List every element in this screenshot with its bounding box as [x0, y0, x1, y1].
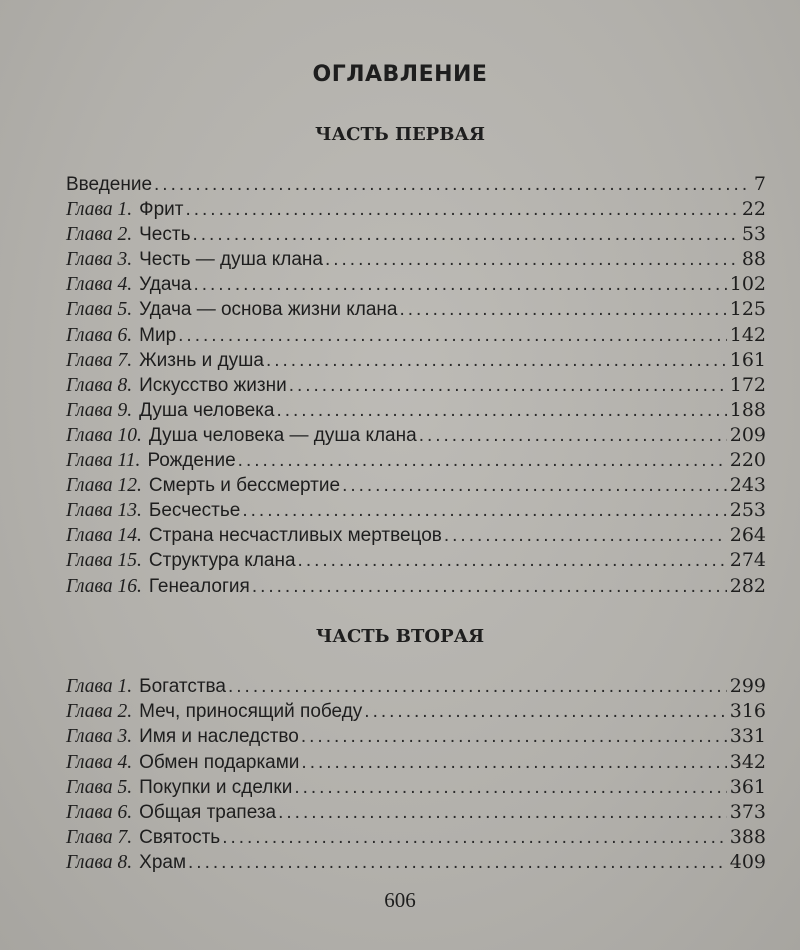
- dot-leader: [252, 574, 727, 599]
- chapter-label: Глава 5.: [66, 299, 133, 321]
- toc-entry: [66, 473, 766, 498]
- chapter-label: Глава 3.: [66, 249, 133, 271]
- page-ref: 361: [729, 775, 766, 798]
- dot-leader: [301, 750, 726, 775]
- chapter-label: Глава 6.: [66, 801, 133, 823]
- dot-leader: [294, 775, 726, 800]
- chapter-label: Глава 12.: [66, 475, 142, 497]
- page-ref: 253: [729, 499, 766, 522]
- toc-entry: [66, 423, 766, 448]
- dot-leader: [238, 448, 727, 473]
- page-ref: 102: [729, 273, 766, 296]
- part-one-toc: [66, 172, 766, 599]
- page-ref: 172: [729, 373, 766, 396]
- chapter-title: Смерть и бессмертие: [148, 475, 341, 497]
- page-ref: 316: [729, 700, 766, 723]
- toc-entry: [66, 523, 766, 548]
- toc-entry: [66, 323, 766, 348]
- page-ref: 53: [741, 223, 766, 246]
- page-ref: 7: [753, 173, 766, 195]
- page-ref: 243: [729, 474, 766, 497]
- chapter-label: Глава 2.: [66, 701, 133, 723]
- page-ref: 409: [729, 851, 766, 874]
- dot-leader: [325, 247, 739, 272]
- chapter-label: Глава 16.: [66, 575, 142, 597]
- toc-entry: [66, 348, 766, 373]
- dot-leader: [444, 523, 727, 548]
- dot-leader: [222, 825, 727, 850]
- chapter-title: Жизнь и душа: [139, 349, 264, 371]
- chapter-title: Фрит: [139, 199, 184, 221]
- chapter-label: Глава 11.: [66, 450, 141, 472]
- dot-leader: [364, 699, 726, 724]
- toc-entry: [66, 297, 766, 322]
- dot-leader: [154, 172, 751, 197]
- toc-entry: [66, 750, 766, 775]
- chapter-title: Генеалогия: [148, 575, 250, 597]
- part-one-title: ЧАСТЬ ПЕРВАЯ: [315, 124, 485, 145]
- page-ref: 188: [729, 398, 766, 421]
- chapter-label: Глава 1.: [66, 199, 133, 221]
- chapter-label: Глава 10.: [66, 424, 142, 446]
- chapter-label: Глава 4.: [66, 274, 133, 296]
- toc-entry: [66, 674, 766, 699]
- page-ref: 299: [729, 675, 766, 697]
- dot-leader: [228, 674, 727, 699]
- chapter-label: Глава 8.: [66, 852, 133, 874]
- chapter-label: Глава 15.: [66, 550, 142, 572]
- chapter-title: Честь — душа клана: [139, 249, 323, 271]
- chapter-label: Глава 4.: [66, 751, 133, 773]
- part-two-title: ЧАСТЬ ВТОРАЯ: [315, 626, 485, 647]
- page-ref: 142: [729, 323, 766, 346]
- page-number: 606: [384, 888, 416, 912]
- chapter-title: Душа человека — душа клана: [148, 424, 417, 446]
- page-ref: 342: [729, 750, 766, 773]
- page-ref: 388: [729, 826, 766, 849]
- toc-entry: [66, 548, 766, 573]
- chapter-title: Бесчестье: [148, 500, 241, 522]
- chapter-title: Имя и наследство: [139, 726, 299, 748]
- chapter-title: Введение: [66, 174, 153, 195]
- chapter-title: Страна несчастливых мертвецов: [148, 525, 442, 547]
- page-ref: 209: [729, 423, 766, 446]
- dot-leader: [192, 222, 738, 247]
- dot-leader: [301, 724, 727, 749]
- toc-entry: [66, 373, 766, 398]
- chapter-title: Душа человека: [139, 399, 275, 421]
- chapter-title: Честь: [139, 224, 191, 246]
- page-ref: 274: [729, 549, 766, 572]
- chapter-label: Глава 6.: [66, 324, 133, 346]
- chapter-title: Храм: [139, 852, 187, 874]
- chapter-label: Глава 3.: [66, 726, 133, 748]
- dot-leader: [188, 850, 727, 875]
- toc-entry: [66, 850, 766, 875]
- chapter-title: Удача: [139, 274, 192, 296]
- chapter-label: Глава 9.: [66, 399, 133, 421]
- dot-leader: [419, 423, 727, 448]
- chapter-title: Меч, приносящий победу: [139, 701, 363, 723]
- page-ref: 331: [729, 725, 766, 748]
- chapter-label: Глава 14.: [66, 525, 142, 547]
- dot-leader: [342, 473, 727, 498]
- chapter-title: Покупки и сделки: [139, 776, 293, 798]
- chapter-label: Глава 7.: [66, 827, 133, 849]
- chapter-title: Мир: [139, 324, 177, 346]
- chapter-label: Глава 5.: [66, 776, 133, 798]
- page-ref: 161: [729, 348, 766, 371]
- toc-entry: [66, 247, 766, 272]
- toc-entry: [66, 699, 766, 724]
- chapter-title: Святость: [139, 827, 221, 849]
- toc-entry: [66, 724, 766, 749]
- dot-leader: [278, 800, 727, 825]
- dot-leader: [193, 272, 726, 297]
- chapter-label: Глава 2.: [66, 224, 133, 246]
- chapter-title: Рождение: [147, 450, 236, 472]
- chapter-title: Удача — основа жизни клана: [139, 299, 398, 321]
- chapter-title: Обмен подарками: [139, 751, 300, 773]
- chapter-title: Богатства: [139, 676, 226, 697]
- toc-entry: [66, 272, 766, 297]
- toc-entry: [66, 197, 766, 222]
- part-two-toc: [66, 674, 766, 876]
- toc-title: ОГЛАВЛЕНИЕ: [312, 62, 488, 87]
- dot-leader: [400, 297, 727, 322]
- chapter-title: Структура клана: [148, 550, 296, 572]
- toc-entry: [66, 574, 766, 599]
- dot-leader: [242, 498, 726, 523]
- page-ref: 373: [729, 800, 766, 823]
- chapter-label: Глава 8.: [66, 374, 133, 396]
- chapter-label: Глава 7.: [66, 349, 133, 371]
- dot-leader: [178, 323, 727, 348]
- page-ref: 125: [729, 298, 766, 321]
- chapter-label: Глава 13.: [66, 500, 142, 522]
- chapter-label: Глава 1.: [66, 676, 133, 697]
- dot-leader: [276, 398, 726, 423]
- page-ref: 220: [729, 449, 766, 472]
- toc-entry: [66, 775, 766, 800]
- page-ref: 282: [729, 574, 766, 597]
- toc-entry: [66, 172, 766, 197]
- dot-leader: [185, 197, 738, 222]
- toc-entry: [66, 448, 766, 473]
- page-ref: 88: [741, 248, 766, 271]
- page-ref: 22: [741, 198, 766, 221]
- toc-entry: [66, 222, 766, 247]
- toc-entry: [66, 498, 766, 523]
- page-ref: 264: [729, 524, 766, 547]
- toc-entry: [66, 800, 766, 825]
- toc-entry: [66, 825, 766, 850]
- dot-leader: [266, 348, 727, 373]
- toc-entry: [66, 398, 766, 423]
- dot-leader: [298, 548, 727, 573]
- chapter-title: Общая трапеза: [139, 801, 277, 823]
- dot-leader: [289, 373, 727, 398]
- chapter-title: Искусство жизни: [139, 374, 287, 396]
